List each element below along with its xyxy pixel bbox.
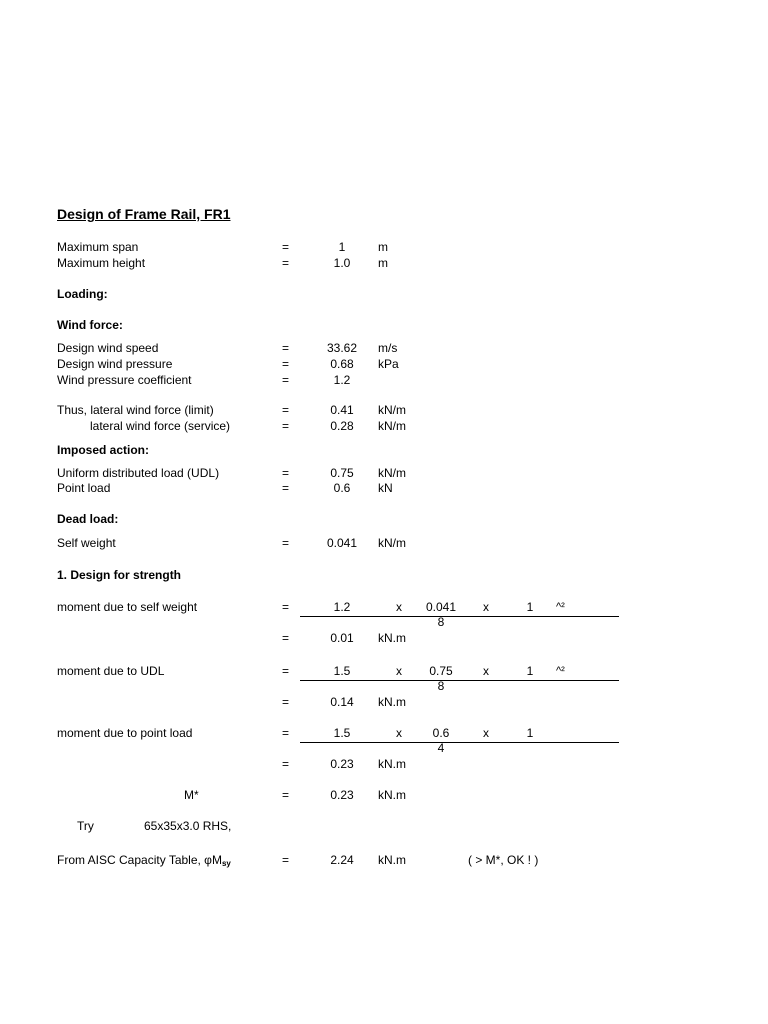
equals-sign: = xyxy=(282,341,290,355)
self-weight-unit: kN/m xyxy=(378,536,406,550)
try-section: 65x35x3.0 RHS, xyxy=(144,819,232,833)
equals-sign: = xyxy=(282,757,290,771)
sw-result: 0.01 xyxy=(330,631,354,645)
mstar-value: 0.23 xyxy=(330,788,354,802)
equals-sign: = xyxy=(282,788,290,802)
times-sign: x xyxy=(396,600,402,614)
aisc-value: 2.24 xyxy=(330,853,354,867)
udl-denominator: 8 xyxy=(437,679,445,693)
equals-sign: = xyxy=(282,466,290,480)
equals-sign: = xyxy=(282,373,290,387)
times-sign: x xyxy=(483,600,489,614)
wind-pressure-label: Design wind pressure xyxy=(57,357,173,371)
equals-sign: = xyxy=(282,419,290,433)
aisc-label xyxy=(57,853,231,871)
wind-service-value: 0.28 xyxy=(330,419,354,433)
wind-speed-label: Design wind speed xyxy=(57,341,159,355)
equals-sign: = xyxy=(282,481,290,495)
aisc-check: ( > M*, OK ! ) xyxy=(468,853,539,867)
imposed-heading: Imposed action: xyxy=(57,443,150,457)
wind-limit-label: Thus, lateral wind force (limit) xyxy=(57,403,214,417)
sw-result-unit: kN.m xyxy=(378,631,406,645)
pl-denominator: 4 xyxy=(437,741,445,755)
equals-sign: = xyxy=(282,256,290,270)
wind-pressure-unit: kPa xyxy=(378,357,399,371)
sw-moment-label: moment due to self weight xyxy=(57,600,198,614)
pl-factor-3: 1 xyxy=(526,726,534,740)
wind-pressure-value: 0.68 xyxy=(330,357,354,371)
strength-heading: 1. Design for strength xyxy=(57,568,182,582)
sw-factor-3: 1 xyxy=(526,600,534,614)
wind-service-unit: kN/m xyxy=(378,419,406,433)
udl-factor-3: 1 xyxy=(526,664,534,678)
self-weight-label: Self weight xyxy=(57,536,116,550)
aisc-unit: kN.m xyxy=(378,853,406,867)
self-weight-value: 0.041 xyxy=(326,536,358,550)
equals-sign: = xyxy=(282,240,290,254)
dead-heading: Dead load: xyxy=(57,512,119,526)
span-value: 1 xyxy=(338,240,346,254)
wind-limit-value: 0.41 xyxy=(330,403,354,417)
equals-sign: = xyxy=(282,695,290,709)
mstar-label: M* xyxy=(184,788,199,802)
times-sign: x xyxy=(483,726,489,740)
pl-result-unit: kN.m xyxy=(378,757,406,771)
span-label: Maximum span xyxy=(57,240,139,254)
pl-moment-label: moment due to point load xyxy=(57,726,193,740)
wind-service-label: lateral wind force (service) xyxy=(90,419,231,433)
pl-factor-2: 0.6 xyxy=(432,726,450,740)
aisc-label-subscript: sy xyxy=(221,859,231,868)
mstar-unit: kN.m xyxy=(378,788,406,802)
equals-sign: = xyxy=(282,600,290,614)
udl-result: 0.14 xyxy=(330,695,354,709)
udl-unit: kN/m xyxy=(378,466,406,480)
sw-factor-2: 0.041 xyxy=(425,600,457,614)
pl-factor-1: 1.5 xyxy=(333,726,351,740)
wind-speed-unit: m/s xyxy=(378,341,398,355)
point-load-value: 0.6 xyxy=(333,481,351,495)
pl-result: 0.23 xyxy=(330,757,354,771)
equals-sign: = xyxy=(282,631,290,645)
loading-heading: Loading: xyxy=(57,287,108,301)
equals-sign: = xyxy=(282,403,290,417)
sw-denominator: 8 xyxy=(437,615,445,629)
wind-limit-unit: kN/m xyxy=(378,403,406,417)
udl-factor-1: 1.5 xyxy=(333,664,351,678)
wind-coeff-label: Wind pressure coefficient xyxy=(57,373,192,387)
udl-factor-2: 0.75 xyxy=(429,664,453,678)
udl-value: 0.75 xyxy=(330,466,354,480)
height-value: 1.0 xyxy=(333,256,351,270)
times-sign: x xyxy=(396,664,402,678)
udl-moment-label: moment due to UDL xyxy=(57,664,165,678)
equals-sign: = xyxy=(282,536,290,550)
wind-coeff-value: 1.2 xyxy=(333,373,351,387)
height-label: Maximum height xyxy=(57,256,146,270)
equals-sign: = xyxy=(282,664,290,678)
point-load-unit: kN xyxy=(378,481,393,495)
wind-speed-value: 33.62 xyxy=(326,341,358,355)
squared-sign: ^² xyxy=(556,665,565,677)
equals-sign: = xyxy=(282,357,290,371)
squared-sign: ^² xyxy=(556,601,565,613)
times-sign: x xyxy=(483,664,489,678)
aisc-label-text: From AISC Capacity Table, φM xyxy=(57,853,222,867)
span-unit: m xyxy=(378,240,388,254)
times-sign: x xyxy=(396,726,402,740)
equals-sign: = xyxy=(282,726,290,740)
page-title: Design of Frame Rail, FR1 xyxy=(57,206,231,222)
sw-factor-1: 1.2 xyxy=(333,600,351,614)
wind-heading: Wind force: xyxy=(57,318,123,332)
point-load-label: Point load xyxy=(57,481,111,495)
equals-sign: = xyxy=(282,853,290,867)
udl-label: Uniform distributed load (UDL) xyxy=(57,466,220,480)
udl-result-unit: kN.m xyxy=(378,695,406,709)
try-label: Try xyxy=(77,819,94,833)
height-unit: m xyxy=(378,256,388,270)
